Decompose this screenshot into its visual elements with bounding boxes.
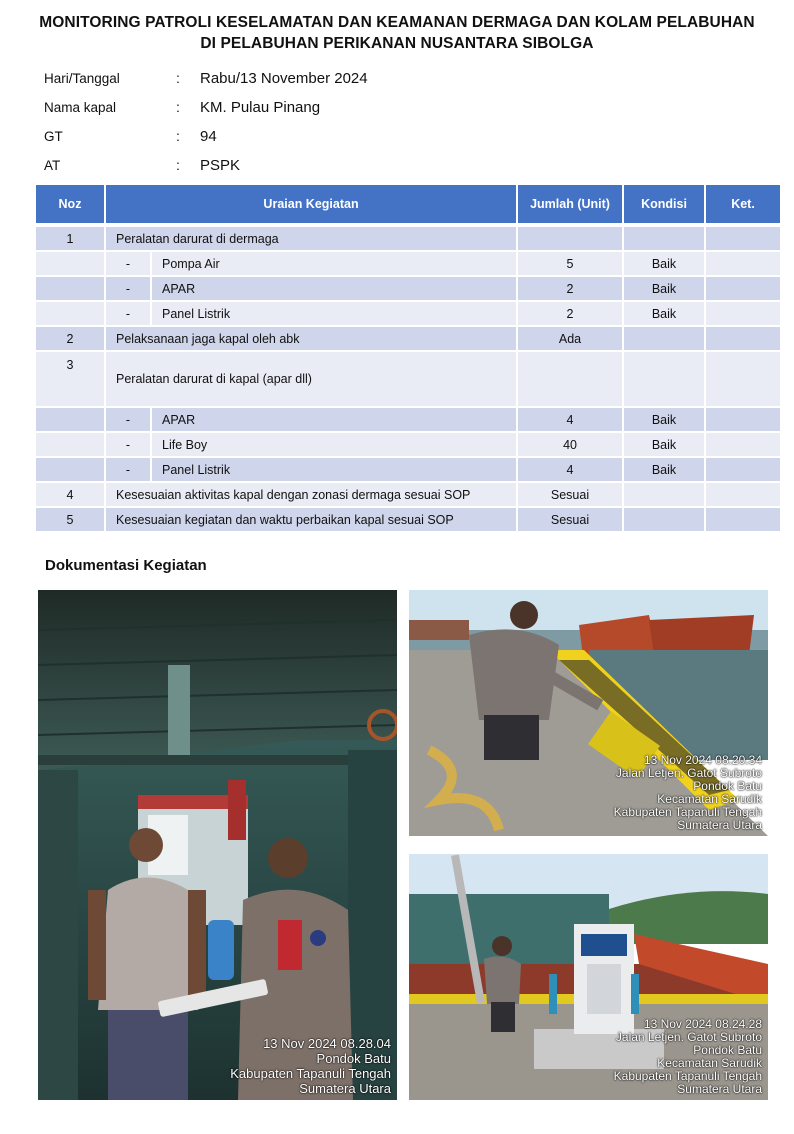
cell-kondisi: Baik	[624, 433, 706, 458]
header-jumlah: Jumlah (Unit)	[518, 185, 624, 223]
cell-kondisi	[624, 327, 706, 352]
cell-no	[36, 302, 106, 327]
cell-item: Panel Listrik	[152, 458, 518, 483]
table-row	[36, 483, 780, 508]
cell-ket	[706, 352, 780, 408]
meta-row-date	[44, 66, 544, 95]
table-row	[36, 277, 780, 302]
meta-label: Nama kapal	[44, 100, 117, 115]
meta-row-gt	[44, 124, 544, 153]
cell-no: 3	[36, 352, 106, 408]
cell-kondisi	[624, 508, 706, 533]
table-row	[36, 302, 780, 327]
photo-stamp	[614, 754, 762, 832]
stamp-line: 13 Nov 2024 08.28.04	[263, 1036, 391, 1051]
cell-ket	[706, 252, 780, 277]
meta-label: AT	[44, 158, 61, 173]
table-row	[36, 458, 780, 483]
stamp-line: Jalan Letjen. Gatot Subroto	[615, 766, 762, 780]
meta-colon: :	[176, 99, 180, 115]
stamp-line: Pondok Batu	[693, 779, 762, 793]
cell-kondisi: Baik	[624, 458, 706, 483]
meta-label: GT	[44, 129, 63, 144]
cell-jumlah: 4	[518, 458, 624, 483]
cell-no	[36, 433, 106, 458]
cell-jumlah	[518, 352, 624, 408]
cell-ket	[706, 483, 780, 508]
cell-no: 5	[36, 508, 106, 533]
stamp-line: Sumatera Utara	[677, 818, 762, 832]
cell-no	[36, 408, 106, 433]
stamp-line: Jalan Letjen. Gatot Subroto	[615, 1030, 762, 1044]
title-line-1: MONITORING PATROLI KESELAMATAN DAN KEAMANAN DERMAGA DAN KOLAM PELABUHAN	[39, 14, 755, 31]
cell-ket	[706, 408, 780, 433]
cell-kondisi: Baik	[624, 277, 706, 302]
stamp-line: Sumatera Utara	[677, 1082, 762, 1096]
meta-value: Rabu/13 November 2024	[200, 70, 368, 87]
meta-label: Hari/Tanggal	[44, 71, 120, 86]
meta-value: 94	[200, 128, 217, 145]
stamp-line: Pondok Batu	[693, 1043, 762, 1057]
meta-value: KM. Pulau Pinang	[200, 99, 321, 116]
meta-row-at	[44, 153, 544, 182]
vessel-info	[44, 66, 544, 182]
table-row	[36, 408, 780, 433]
cell-kondisi: Baik	[624, 408, 706, 433]
header-kondisi: Kondisi	[624, 185, 706, 223]
cell-uraian: Pelaksanaan jaga kapal oleh abk	[106, 327, 518, 352]
table-row	[36, 227, 780, 252]
stamp-line: Sumatera Utara	[299, 1081, 391, 1096]
cell-kondisi: Baik	[624, 302, 706, 327]
cell-jumlah: 40	[518, 433, 624, 458]
cell-uraian: Peralatan darurat di kapal (apar dll)	[106, 352, 518, 408]
cell-item: Panel Listrik	[152, 302, 518, 327]
cell-ket	[706, 433, 780, 458]
stamp-line: 13 Nov 2024 08.24.28	[643, 1017, 762, 1031]
cell-uraian: Peralatan darurat di dermaga	[106, 227, 518, 252]
cell-kondisi	[624, 483, 706, 508]
cell-jumlah	[518, 227, 624, 252]
header-ket: Ket.	[706, 185, 780, 223]
meta-colon: :	[176, 128, 180, 144]
cell-uraian: Kesesuaian aktivitas kapal dengan zonasi dermaga sesuai SOP	[106, 483, 518, 508]
photo-stamp	[614, 1018, 762, 1096]
photo-dock-panel	[409, 590, 768, 836]
cell-ket	[706, 508, 780, 533]
stamp-line: Kabupaten Tapanuli Tengah	[613, 1069, 762, 1083]
ship-interior-illustration	[38, 590, 397, 1100]
stamp-line: Pondok Batu	[316, 1051, 391, 1066]
table-row	[36, 327, 780, 352]
cell-jumlah: Sesuai	[518, 508, 624, 533]
meta-colon: :	[176, 70, 180, 86]
documentation-title: Dokumentasi Kegiatan	[45, 557, 207, 574]
cell-no	[36, 252, 106, 277]
cell-item: APAR	[152, 277, 518, 302]
cell-item: Pompa Air	[152, 252, 518, 277]
cell-kondisi: Baik	[624, 252, 706, 277]
photo-ship-interior	[38, 590, 397, 1100]
cell-kondisi	[624, 352, 706, 408]
cell-ket	[706, 277, 780, 302]
stamp-line: Kabupaten Tapanuli Tengah	[613, 805, 762, 819]
cell-dash: -	[106, 408, 152, 433]
document-title	[0, 12, 794, 54]
table-row	[36, 433, 780, 458]
activity-table	[36, 185, 780, 533]
cell-no: 2	[36, 327, 106, 352]
cell-dash: -	[106, 458, 152, 483]
meta-row-ship-name	[44, 95, 544, 124]
cell-dash: -	[106, 252, 152, 277]
stamp-line: 13 Nov 2024 08.20.34	[643, 753, 762, 767]
meta-colon: :	[176, 157, 180, 173]
cell-jumlah: 4	[518, 408, 624, 433]
photo-stamp	[230, 1036, 391, 1096]
header-uraian: Uraian Kegiatan	[106, 185, 518, 223]
photo-fuel-pump	[409, 854, 768, 1100]
header-no: Noz	[36, 185, 106, 223]
stamp-line: Kecamatan Sarudik	[657, 1056, 762, 1070]
cell-dash: -	[106, 433, 152, 458]
cell-no	[36, 458, 106, 483]
cell-dash: -	[106, 302, 152, 327]
cell-uraian: Kesesuaian kegiatan dan waktu perbaikan kapal sesuai SOP	[106, 508, 518, 533]
cell-ket	[706, 227, 780, 252]
cell-item: APAR	[152, 408, 518, 433]
cell-ket	[706, 302, 780, 327]
cell-ket	[706, 458, 780, 483]
meta-value: PSPK	[200, 157, 241, 174]
cell-jumlah: Sesuai	[518, 483, 624, 508]
cell-no: 4	[36, 483, 106, 508]
cell-ket	[706, 327, 780, 352]
table-header-row	[36, 185, 780, 223]
cell-kondisi	[624, 227, 706, 252]
cell-dash: -	[106, 277, 152, 302]
cell-jumlah: 5	[518, 252, 624, 277]
stamp-line: Kecamatan Sarudik	[657, 792, 762, 806]
stamp-line: Kabupaten Tapanuli Tengah	[230, 1066, 391, 1081]
cell-no	[36, 277, 106, 302]
table-row	[36, 352, 780, 408]
cell-jumlah: 2	[518, 277, 624, 302]
cell-item: Life Boy	[152, 433, 518, 458]
cell-jumlah: 2	[518, 302, 624, 327]
table-row	[36, 508, 780, 533]
table-row	[36, 252, 780, 277]
cell-jumlah: Ada	[518, 327, 624, 352]
title-line-2: DI PELABUHAN PERIKANAN NUSANTARA SIBOLGA	[200, 35, 594, 52]
cell-no: 1	[36, 227, 106, 252]
